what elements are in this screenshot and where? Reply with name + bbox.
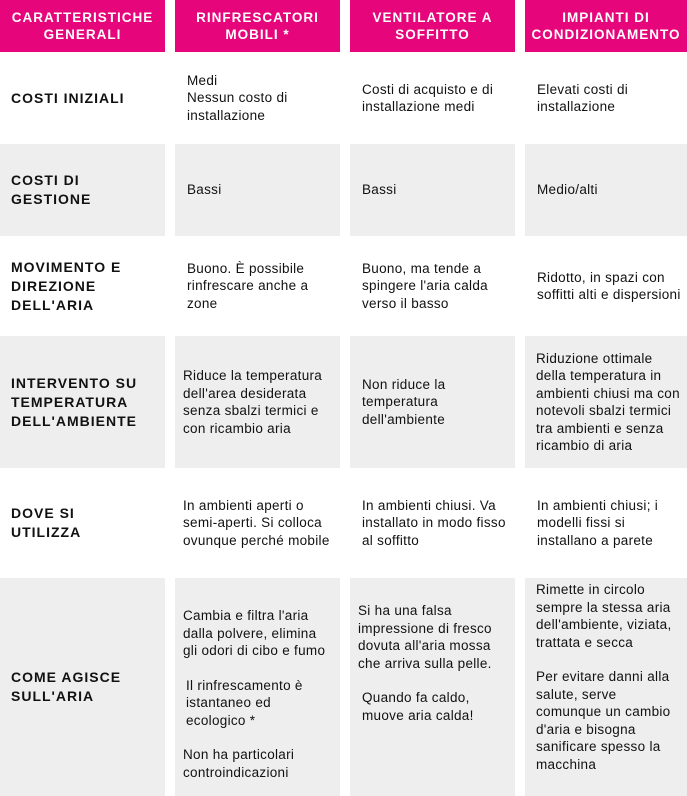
row-label-text: COSTI DI GESTIONE [11, 172, 92, 207]
cell-paragraph: Cambia e filtra l'aria dalla polvere, elimina gli odori di cibo e fumo [183, 608, 326, 658]
cell-rinfrescatori-dove [175, 468, 340, 578]
cell-text: In ambienti chiusi; i modelli fissi si installano a parete [537, 497, 659, 548]
row-label-text: COME AGISCE SULL'ARIA [11, 669, 122, 704]
row-label-text: DOVE SI UTILIZZA [11, 505, 82, 540]
cell-paragraph: Il rinfrescamento è istantaneo ed ecologico * [186, 677, 303, 728]
header-label: RINFRESCATORI MOBILI * [196, 10, 319, 42]
cell-impianti-costi-gestione [525, 144, 687, 236]
cell-paragraph: Rimette in circolo sempre la stessa aria dell'ambiente, viziata, trattata e secca [536, 582, 672, 650]
cell-text: In ambienti aperti o semi-aperti. Si colloca ovunque perché mobile [183, 497, 330, 548]
row-label-text: INTERVENTO SU TEMPERATURA DELL'AMBIENTE [11, 374, 138, 429]
header-label: IMPIANTI DI CONDIZIONAMENTO [531, 10, 681, 42]
header-label: CARATTERISTICHE GENERALI [11, 10, 154, 42]
row-label-text: COSTI INIZIALI [11, 89, 125, 106]
cell-paragraph: Non ha particolari controindicazioni [183, 747, 295, 780]
cell-paragraph: Per evitare danni alla salute, serve comunque un cambio d'aria e bisogna sanificare spesso la macchina [536, 669, 671, 772]
cell-text: In ambienti chiusi. Va installato in modo fisso al soffitto [362, 497, 506, 548]
cell-text: Medi Nessun costo di installazione [187, 72, 288, 123]
row-label-dove-utilizza [0, 468, 165, 578]
cell-text: Medio/alti [537, 182, 598, 198]
cell-text: Buono. È possibile rinfrescare anche a zone [187, 260, 309, 311]
cell-ventilatore-intervento [350, 336, 515, 468]
cell-text: Ridotto, in spazi con soffitti alti e dispersioni [537, 269, 681, 302]
row-label-costi-gestione [0, 144, 165, 236]
cell-paragraphs [536, 581, 683, 773]
cell-impianti-dove [525, 468, 687, 578]
header-ventilatore [350, 0, 515, 52]
row-label-intervento-temperatura [0, 336, 165, 468]
cell-text: Riduce la temperatura dell'area desiderata senza sbalzi termici e con ricambio aria [183, 368, 323, 436]
row-label-movimento [0, 236, 165, 336]
cell-paragraph: Si ha una falsa impressione di fresco dovuta all'aria mossa che arriva sulla pelle. [358, 603, 492, 671]
cell-ventilatore-costi-gestione [350, 144, 515, 236]
cell-text: Riduzione ottimale della temperatura in ambienti chiusi ma con notevoli sbalzi termici tra ambienti e senza ricambio di aria [536, 350, 680, 453]
cell-text: Buono, ma tende a spingere l'aria calda verso il basso [362, 260, 488, 311]
row-label-come-agisce [0, 578, 165, 796]
cell-rinfrescatori-movimento [175, 236, 340, 336]
cell-ventilatore-come-agisce [350, 578, 515, 796]
cell-ventilatore-movimento [350, 236, 515, 336]
header-impianti [525, 0, 687, 52]
cell-rinfrescatori-intervento [175, 336, 340, 468]
cell-ventilatore-dove [350, 468, 515, 578]
cell-ventilatore-costi-iniziali [350, 52, 515, 144]
cell-impianti-costi-iniziali [525, 52, 687, 144]
cell-text: Costi di acquisto e di installazione medi [362, 81, 494, 114]
cell-text: Non riduce la temperatura dell'ambiente [362, 376, 446, 427]
header-label: VENTILATORE A SOFFITTO [372, 10, 493, 42]
cell-text: Bassi [187, 182, 222, 198]
cell-paragraph: Quando fa caldo, muove aria calda! [362, 690, 474, 723]
row-label-costi-iniziali [0, 52, 165, 144]
cell-text: Elevati costi di installazione [537, 81, 629, 114]
cell-text: Bassi [362, 182, 397, 198]
cell-impianti-intervento [525, 336, 687, 468]
cell-rinfrescatori-costi-iniziali [175, 52, 340, 144]
cell-impianti-movimento [525, 236, 687, 336]
header-caratteristiche [0, 0, 165, 52]
header-rinfrescatori [175, 0, 340, 52]
cell-rinfrescatori-costi-gestione [175, 144, 340, 236]
cell-impianti-come-agisce [525, 578, 687, 796]
cell-paragraphs [183, 607, 334, 781]
row-label-text: MOVIMENTO E DIREZIONE DELL'ARIA [11, 258, 122, 313]
cell-paragraphs [358, 602, 513, 724]
cell-rinfrescatori-come-agisce [175, 578, 340, 796]
